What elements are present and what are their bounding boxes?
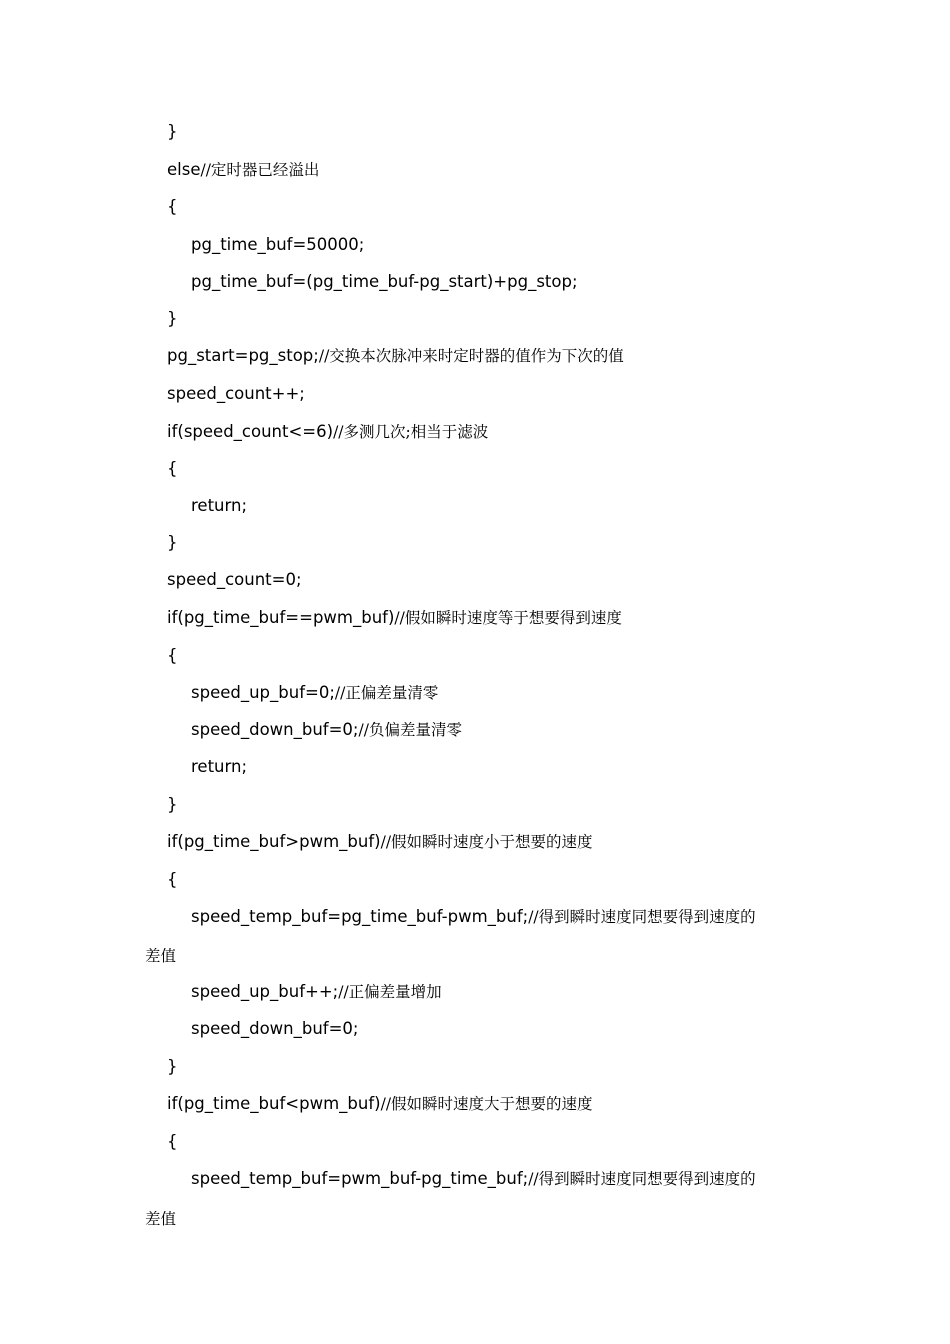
code-text: if(pg_time_buf>pwm_buf): [167, 832, 381, 851]
code-comment: //得到瞬时速度同想要得到速度的: [528, 1170, 756, 1188]
code-line: [167, 454, 178, 484]
code-line: [167, 790, 178, 820]
code-text: speed_down_buf=0;: [191, 1019, 359, 1038]
code-line: [167, 528, 178, 558]
code-line: [167, 565, 302, 595]
code-line: [191, 1014, 359, 1044]
code-comment: 差值: [145, 1210, 177, 1228]
code-line: [191, 678, 438, 708]
code-line: [167, 304, 178, 334]
code-line: [191, 715, 462, 745]
code-text: speed_up_buf++;: [191, 982, 339, 1001]
code-line: [167, 1127, 178, 1157]
code-comment: //多测几次;相当于滤波: [333, 423, 489, 441]
code-text: }: [167, 1057, 178, 1076]
code-text: {: [167, 1132, 178, 1151]
code-text: pg_time_buf=50000;: [191, 235, 365, 254]
code-line: [167, 341, 624, 371]
code-line: [167, 1052, 178, 1082]
code-line: [167, 827, 593, 857]
code-text: {: [167, 459, 178, 478]
code-line: [191, 491, 247, 521]
code-comment: //假如瞬时速度大于想要的速度: [380, 1095, 593, 1113]
code-text: speed_temp_buf=pwm_buf-pg_time_buf;: [191, 1169, 529, 1188]
code-text: }: [167, 795, 178, 814]
code-comment: //假如瞬时速度等于想要得到速度: [394, 609, 622, 627]
code-text: {: [167, 197, 178, 216]
code-comment: //交换本次脉冲来时定时器的值作为下次的值: [318, 347, 624, 365]
code-line: [167, 1089, 593, 1119]
code-line: [167, 379, 305, 409]
code-line: [191, 230, 364, 260]
code-text: pg_time_buf=(pg_time_buf-pg_start)+pg_stop;: [191, 272, 578, 291]
code-text: speed_down_buf=0;: [191, 720, 359, 739]
code-line: [167, 641, 178, 671]
code-line: [167, 417, 488, 447]
code-text: speed_up_buf=0;: [191, 683, 335, 702]
code-text: if(speed_count<=6): [167, 422, 334, 441]
code-text: }: [167, 533, 178, 552]
code-line: [191, 267, 578, 297]
code-line: [167, 603, 622, 633]
code-line: [167, 865, 178, 895]
code-line: [167, 117, 178, 147]
code-text: else: [167, 160, 201, 179]
code-line: [191, 1164, 756, 1194]
code-text: return;: [191, 496, 248, 515]
code-comment: //负偏差量清零: [358, 721, 462, 739]
code-text: speed_temp_buf=pg_time_buf-pwm_buf;: [191, 907, 529, 926]
code-comment: //正偏差量增加: [338, 983, 442, 1001]
code-comment: //假如瞬时速度小于想要的速度: [380, 833, 593, 851]
code-text: pg_start=pg_stop;: [167, 346, 319, 365]
code-line: [167, 192, 178, 222]
code-line: [191, 902, 756, 932]
code-text: {: [167, 870, 178, 889]
code-line: [167, 155, 319, 185]
code-line: [145, 1204, 176, 1234]
code-text: speed_count=0;: [167, 570, 302, 589]
code-comment: 差值: [145, 947, 177, 965]
code-comment: //得到瞬时速度同想要得到速度的: [528, 908, 756, 926]
code-text: return;: [191, 757, 248, 776]
code-text: }: [167, 122, 178, 141]
code-text: if(pg_time_buf<pwm_buf): [167, 1094, 381, 1113]
code-line: [145, 941, 176, 971]
code-line: [191, 752, 247, 782]
code-comment: //定时器已经溢出: [200, 161, 320, 179]
code-comment: //正偏差量清零: [334, 684, 439, 702]
code-text: }: [167, 309, 178, 328]
code-text: if(pg_time_buf==pwm_buf): [167, 608, 395, 627]
code-text: {: [167, 646, 178, 665]
code-text: speed_count++;: [167, 384, 305, 403]
code-line: [191, 977, 442, 1007]
